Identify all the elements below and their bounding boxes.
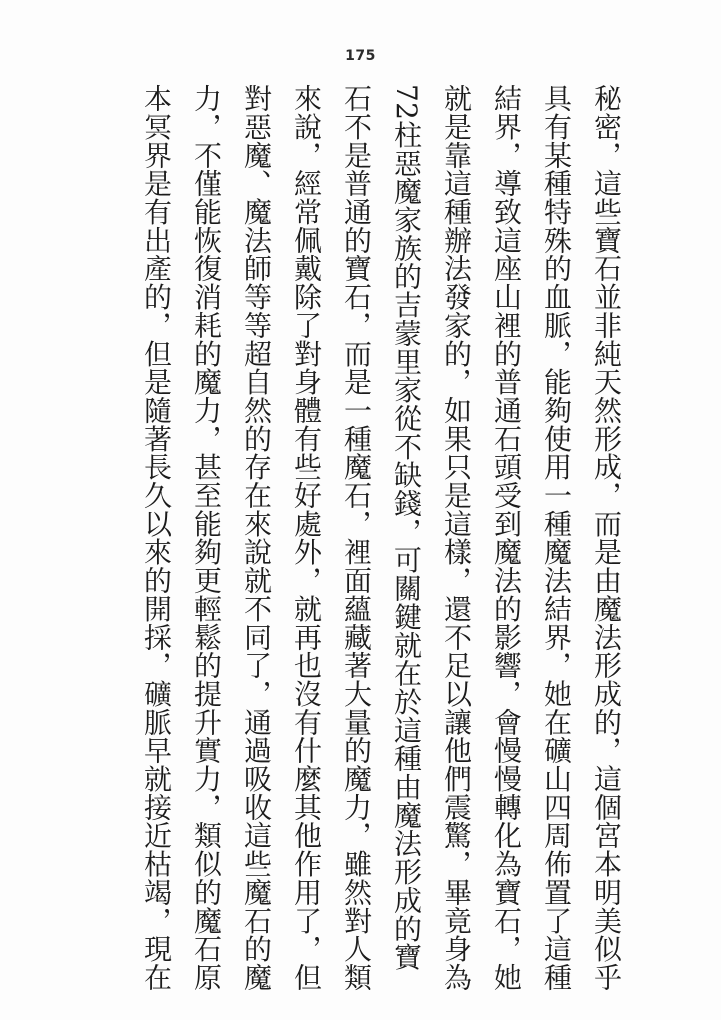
page-number: 175	[345, 48, 376, 64]
text-column: 就是靠這種辦法發家的，如果只是這樣，還不足以讓他們震驚，畢竟身為	[440, 84, 473, 992]
text-column: 具有某種特殊的血脈，能夠使用一種魔法結界，她在礦山四周佈置了這種	[540, 84, 573, 992]
text-column: 來說，經常佩戴除了對身體有些好處外，就再也沒有什麼其他作用了，但	[290, 84, 323, 992]
text-column: 72柱惡魔家族的吉蒙里家從不缺錢，可關鍵就在於這種由魔法形成的寶	[390, 84, 423, 971]
text-column: 結界，導致這座山裡的普通石頭受到魔法的影響，會慢慢轉化為寶石，她	[490, 84, 523, 992]
text-column: 力，不僅能恢復消耗的魔力，甚至能夠更輕鬆的提升實力，類似的魔石原	[190, 84, 223, 992]
text-column: 石不是普通的寶石，而是一種魔石，裡面蘊藏著大量的魔力，雖然對人類	[340, 84, 373, 992]
text-column: 本冥界是有出產的，但是隨著長久以來的開採，礦脈早就接近枯竭，現在	[140, 84, 173, 992]
text-column: 秘密，這些寶石並非純天然形成，而是由魔法形成的，這個宮本明美似乎	[590, 84, 623, 992]
vertical-text-block	[131, 84, 631, 996]
text-column: 對惡魔、魔法師等等超自然的存在來說就不同了，通過吸收這些魔石的魔	[240, 84, 273, 992]
